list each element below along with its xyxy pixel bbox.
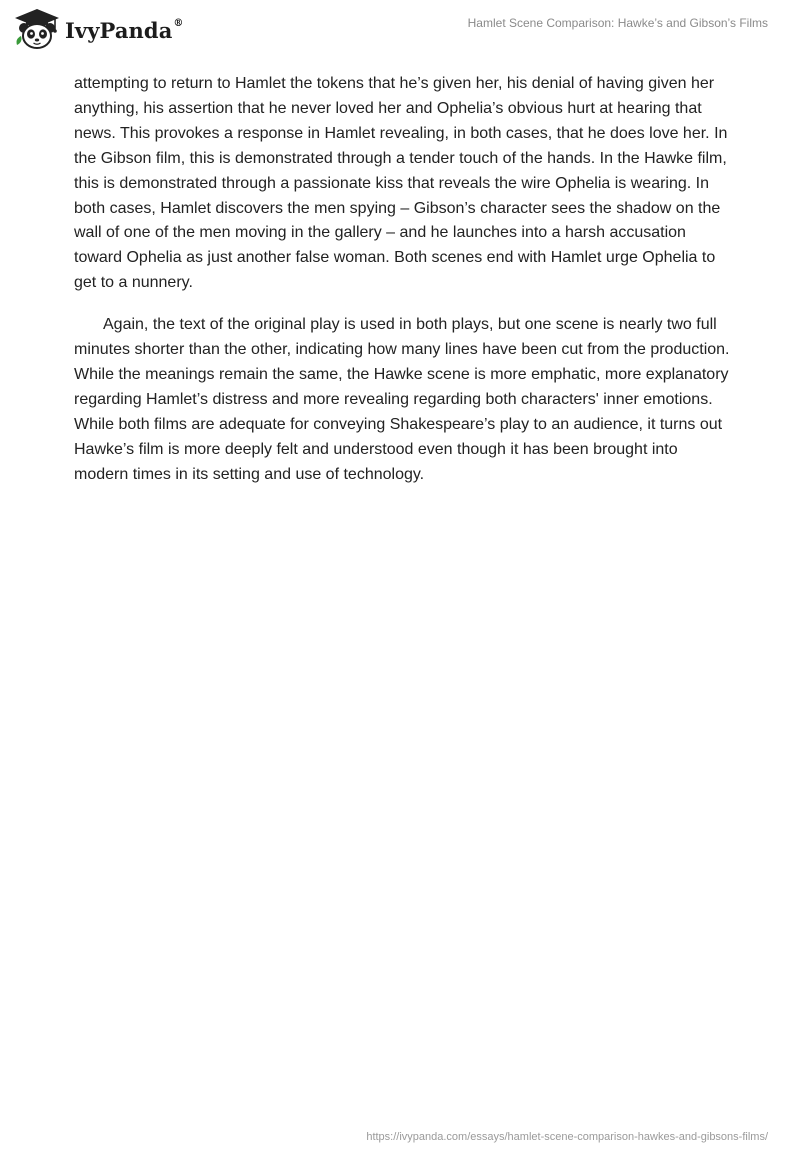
paragraph: attempting to return to Hamlet the tokens that he’s given her, his denial of having given her anything, his assertion that he never loved her and Ophelia’s obvious hurt at hearing that news. This provokes a response in Hamlet revealing, in both cases, that he does love her. In the Gibson film, this is demonstrated through a tender touch of the hands. In the Hawke film, this is demonstrated through a passionate kiss that reveals the wire Ophelia is wearing. In both cases, Hamlet discovers the men spying – Gibson’s character sees the shadow on the wall of one of the men moving in the gallery – and he launches into a harsh accusation toward Ophelia as just another false woman. Both scenes end with Hamlet urge Ophelia to get to a nunnery. (74, 75, 728, 292)
essay-body (74, 72, 734, 505)
brand-logo[interactable] (14, 8, 184, 50)
source-url[interactable]: https://ivypanda.com/essays/hamlet-scene-comparison-hawkes-and-gibsons-films/ (366, 1131, 768, 1143)
panda-graduate-icon (14, 8, 60, 50)
registered-mark: ® (173, 17, 184, 29)
brand-name-text: IvyPanda (65, 17, 173, 43)
brand-name (65, 17, 184, 43)
paragraph: Again, the text of the original play is used in both plays, but one scene is nearly two full minutes shorter than the other, indicating how many lines have been cut from the production. While the meanings remain the same, the Hawke scene is more emphatic, more explanatory regarding Hamlet’s distress and more revealing regarding both characters' inner emotions. While both films are adequate for conveying Shakespeare’s play to an audience, it turns out Hawke’s film is more deeply felt and understood even though it has been brought into modern times in its setting and use of technology. (74, 316, 730, 483)
document-title: Hamlet Scene Comparison: Hawke’s and Gibson’s Films (467, 16, 768, 30)
page-header (0, 0, 800, 64)
